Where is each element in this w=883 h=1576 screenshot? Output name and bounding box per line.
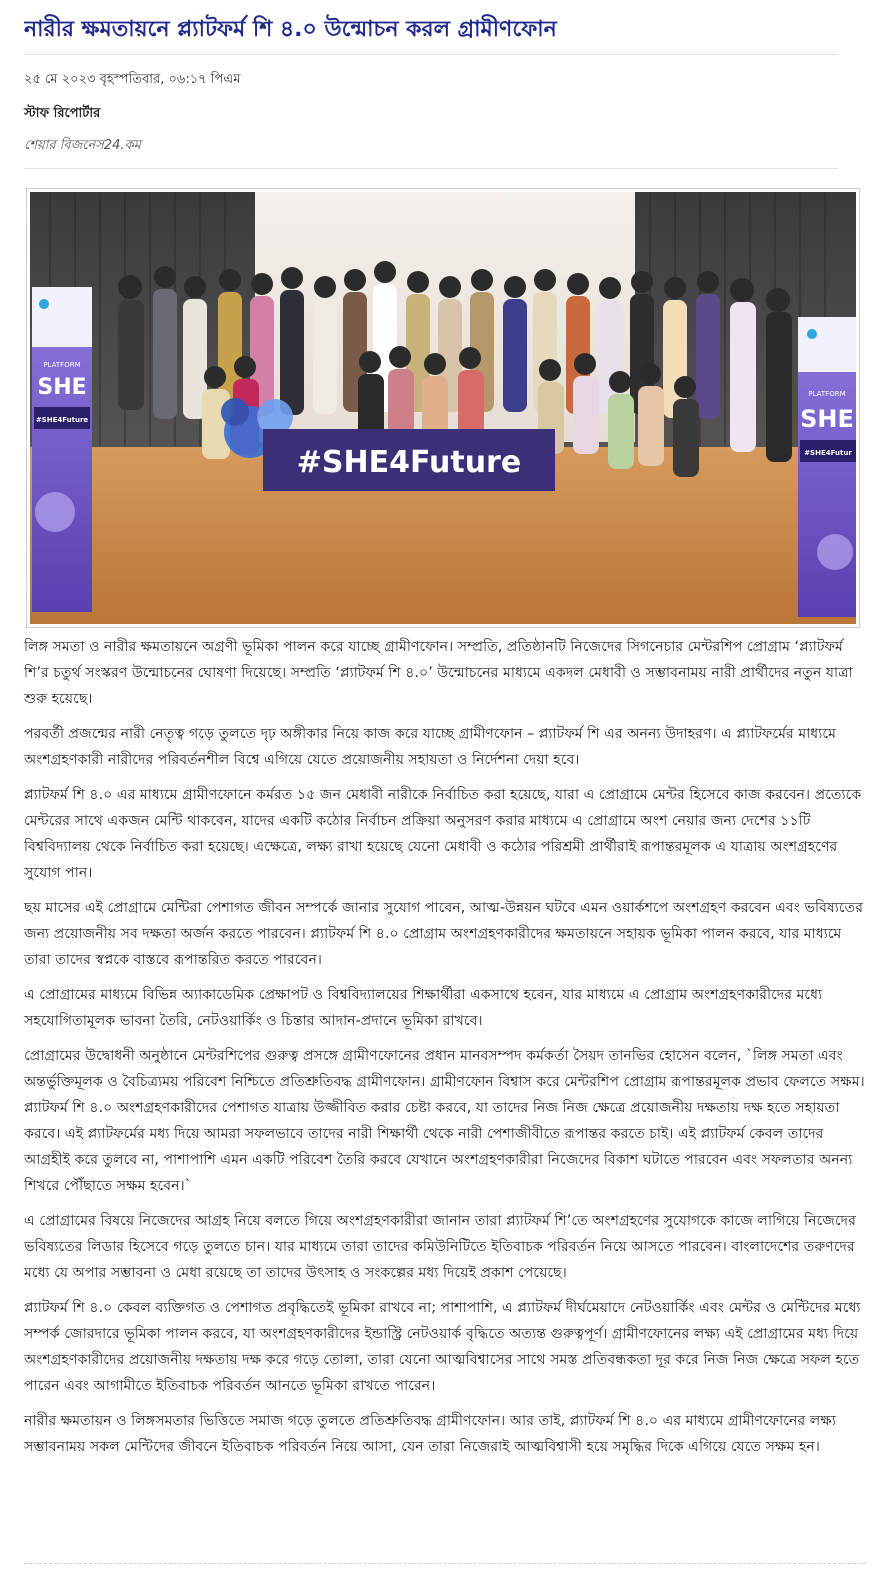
group-photo-illustration	[30, 192, 856, 624]
banner	[263, 429, 555, 491]
footer-divider	[24, 1563, 866, 1564]
right-standee	[798, 317, 856, 617]
right-standee-tag: #SHE4Futur	[804, 449, 852, 457]
article-body	[24, 634, 866, 1469]
banner-text: #SHE4Future	[296, 445, 522, 480]
left-standee-title: SHE	[37, 375, 87, 400]
left-standee	[32, 287, 92, 612]
author-byline: স্টাফ রিপোর্টার	[24, 106, 101, 121]
right-standee-title: SHE	[800, 405, 854, 433]
paragraph: ছয় মাসের এই প্রোগ্রামে মেন্টিরা পেশাগত জীবন সম্পর্কে জানার সুযোগ পাবেন, আত্ম-উন্নয়ন ঘটবে এমন ওয়ার্কশপে অংশগ্রহণ করবেন এবং ভবিষ্যতের জন্য প্রয়োজনীয় সব দক্ষতা অর্জন করতে পারবেন। প্ল্যাটফর্ম শি ৪.০ প্রোগ্রাম অংশগ্রহণকারীদের ক্ষমতায়নে সহায়ক ভূমিকা পালন করবে, যার মাধ্যমে তারা তাদের স্বপ্নকে বাস্তবে রূপান্তরিত করতে পারবেন।	[24, 900, 864, 968]
left-standee-brand: PLATFORM	[43, 361, 81, 369]
article-photo	[26, 188, 860, 628]
paragraph: এ প্রোগ্রামের মাধ্যমে বিভিন্ন অ্যাকাডেমিক প্রেক্ষাপট ও বিশ্ববিদ্যালয়ের শিক্ষার্থীরা একসাথে হবেন, যার মাধ্যমে এ প্রোগ্রাম অংশগ্রহণকারীদের মধ্যে সহযোগিতামূলক ভাবনা তৈরি, নেটওয়ার্কিং ও চিন্তার আদান-প্রদানে ভূমিকা রাখবে।	[24, 987, 823, 1029]
divider	[24, 54, 838, 55]
paragraph: নারীর ক্ষমতায়ন ও লিঙ্গসমতার ভিত্তিতে সমাজ গড়ে তুলতে প্রতিশ্রুতিবদ্ধ গ্রামীণফোন। আর তাই, প্ল্যাটফর্ম শি ৪.০ এর মাধ্যমে গ্রামীণফোনের লক্ষ্য সম্ভাবনাময় সকল মেন্টিদের জীবনে ইতিবাচক পরিবর্তন নিয়ে আসা, যেন তারা নিজেরাই আত্মবিশ্বাসী হয়ে সমৃদ্ধির দিকে এগিয়ে যেতে সক্ষম হন।	[24, 1413, 836, 1455]
right-standee-brand: PLATFORM	[808, 390, 846, 398]
source-name: শেয়ার বিজনেস24.কম	[24, 138, 141, 153]
divider	[24, 168, 838, 169]
article-title: নারীর ক্ষমতায়নে প্ল্যাটফর্ম শি ৪.০ উন্মোচন করল গ্রামীণফোন	[24, 17, 557, 42]
paragraph: এ প্রোগ্রামের বিষয়ে নিজেদের আগ্রহ নিয়ে বলতে গিয়ে অংশগ্রহণকারীরা জানান তারা প্ল্যাটফর্ম শি’তে অংশগ্রহণের সুযোগকে কাজে লাগিয়ে নিজেদের ভবিষ্যতের লিডার হিসেবে গড়ে তুলতে চান। যার মাধ্যমে তারা তাদের কমিউনিটিতে ইতিবাচক পরিবর্তন নিয়ে আসতে পারবেন। বাংলাদেশের তরুণদের মধ্যে যে অপার সম্ভাবনা ও মেধা রয়েছে তা তাদের উৎসাহ ও সংকল্পের মধ্য দিয়েই প্রকাশ পেয়েছে।	[24, 1213, 856, 1281]
left-standee-tag: #SHE4Future	[35, 416, 89, 424]
paragraph: পরবর্তী প্রজন্মের নারী নেতৃত্ব গড়ে তুলতে দৃঢ় অঙ্গীকার নিয়ে কাজ করে যাচ্ছে গ্রামীণফোন – প্ল্যাটফর্ম শি এর অনন্য উদাহরণ। এ প্ল্যাটফর্মের মাধ্যমে অংশগ্রহণকারী নারীদের পরিবর্তনশীল বিশ্বে এগিয়ে যেতে প্রয়োজনীয় সহায়তা ও নির্দেশনা দেয়া হবে।	[24, 726, 836, 768]
publish-date: ২৫ মে ২০২৩ বৃহস্পতিবার, ০৬:১৭ পিএম	[24, 72, 241, 87]
paragraph: লিঙ্গ সমতা ও নারীর ক্ষমতায়নে অগ্রণী ভূমিকা পালন করে যাচ্ছে গ্রামীণফোন। সম্প্রতি, প্রতিষ্ঠানটি নিজেদের সিগনেচার মেন্টরশিপ প্রোগ্রাম ‘প্ল্যাটফর্ম শি’র চতুর্থ সংস্করণ উন্মোচনের ঘোষণা দিয়েছে। সম্প্রতি ‘প্ল্যাটফর্ম শি ৪.০’ উন্মোচনের মাধ্যমে একদল মেধাবী ও সম্ভাবনাময় নারী প্রার্থীদের নতুন যাত্রা শুরু হয়েছে।	[24, 639, 853, 707]
paragraph: প্রোগ্রামের উদ্বোধনী অনুষ্ঠানে মেন্টরশিপের গুরুত্ব প্রসঙ্গে গ্রামীণফোনের প্রধান মানবসম্পদ কর্মকর্তা সৈয়দ তানভির হোসেন বলেন, `লিঙ্গ সমতা এবং অন্তর্ভুক্তিমূলক ও বৈচিত্র্যময় পরিবেশ নিশ্চিতে প্রতিশ্রুতিবদ্ধ গ্রামীণফোন। গ্রামীণফোন বিশ্বাস করে মেন্টরশিপ প্রোগ্রাম রূপান্তরমূলক প্রভাব ফেলতে সক্ষম। প্ল্যাটফর্ম শি ৪.০ অংশগ্রহণকারীদের পেশাগত যাত্রায় উজ্জীবিত করার চেষ্টা করবে, যা তাদের নিজ নিজ ক্ষেত্রে প্রয়োজনীয় দক্ষতায় দক্ষ হতে সহায়তা করবে। এই প্ল্যাটফর্মের মধ্য দিয়ে আমরা সফলভাবে তাদের নারী শিক্ষার্থী থেকে নারী পেশাজীবীতে রূপান্তর করতে চাই। এই প্ল্যাটফর্ম কেবল তাদের আগ্রহীই করে তুলবে না, পাশাপাশি এমন একটি পরিবেশ তৈরি করবে যেখানে অংশগ্রহণকারীরা নিজেদের বিকাশ ঘটাতে পারবেন এবং সফলতার অনন্য শিখরে পৌঁছাতে সক্ষম হবেন।`	[24, 1048, 865, 1194]
paragraph: প্ল্যাটফর্ম শি ৪.০ কেবল ব্যক্তিগত ও পেশাগত প্রবৃদ্ধিতেই ভূমিকা রাখবে না; পাশাপাশি, এ প্ল্যাটফর্ম দীর্ঘমেয়াদে নেটওয়ার্কিং এবং মেন্টর ও মেন্টিদের মধ্যে সম্পর্ক জোরদারে ভূমিকা পালন করবে, যা অংশগ্রহণকারীদের ইন্ডাস্ট্রি নেটওয়ার্ক বৃদ্ধিতে অত্যন্ত গুরুত্বপূর্ণ। গ্রামীণফোনের লক্ষ্য এই প্রোগ্রামের মধ্য দিয়ে অংশগ্রহণকারীদের প্রয়োজনীয় দক্ষতায় দক্ষ করে গড়ে তোলা, তারা যেনো আত্মবিশ্বাসের সাথে সমস্ত প্রতিবন্ধকতা দূর করে নিজ নিজ ক্ষেত্রে সফল হতে পারেন এবং আগামীতে ইতিবাচক পরিবর্তন আনতে ভূমিকা রাখতে পারেন।	[24, 1300, 861, 1394]
paragraph: প্ল্যাটফর্ম শি ৪.০ এর মাধ্যমে গ্রামীণফোনে কর্মরত ১৫ জন মেধাবী নারীকে নির্বাচিত করা হয়েছে, যারা এ প্রোগ্রামে মেন্টর হিসেবে কাজ করবেন। প্রত্যেকে মেন্টরের সাথে একজন মেন্টি থাকবেন, যাদের একটি কঠোর নির্বাচন প্রক্রিয়া অনুসরণ করার মাধ্যমে এ প্রোগ্রামে অংশ নেয়ার জন্য দেশের ১১টি বিশ্ববিদ্যালয় থেকে নির্বাচিত করা হয়েছে। এক্ষেত্রে, লক্ষ্য রাখা হয়েছে যেনো মেধাবী ও কঠোর পরিশ্রমী প্রার্থীরাই রূপান্তরমূলক এ যাত্রায় অংশগ্রহণের সুযোগ পান।	[24, 787, 862, 881]
